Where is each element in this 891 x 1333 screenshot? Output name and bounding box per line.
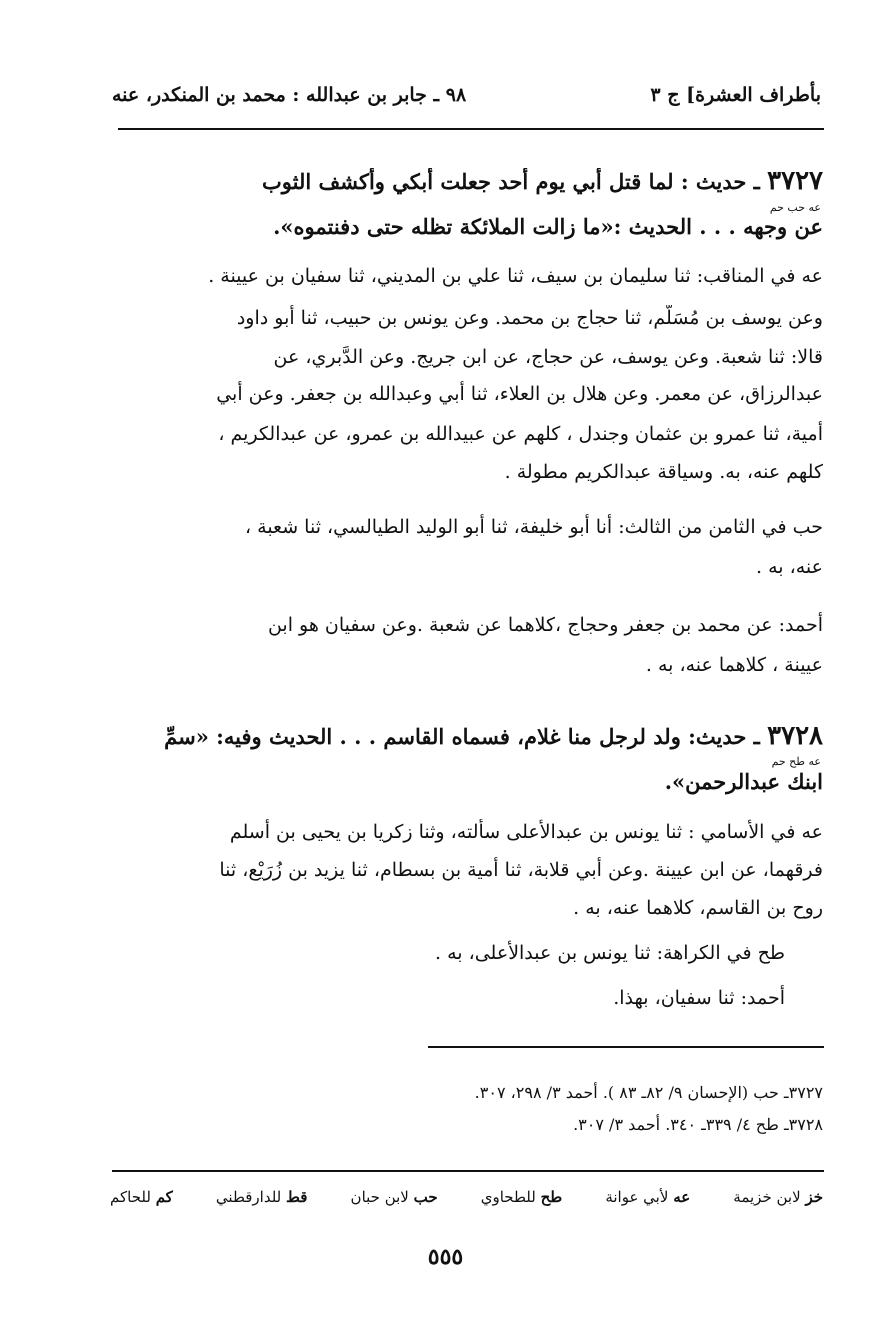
abbreviation-name: لابن خزيمة	[733, 1188, 801, 1206]
text-line: أمية، ثنا عمرو بن عثمان وجندل ، كلهم عن عبيدالله بن عمرو، عن عبدالكريم ،	[218, 423, 823, 445]
text-line: فرقهما، عن ابن عيينة .وعن أبي قلابة، ثنا أمية بن بسطام، ثنا يزيد بن زُرَيْع، ثنا	[219, 859, 823, 881]
running-head-title: بأطراف العشرة] ج ٣	[650, 84, 821, 106]
abbreviation-item	[733, 1188, 823, 1206]
text-line: وعن يوسف بن مُسَلَّم، ثنا حجاج بن محمد. وعن يونس بن حبيب، ثنا أبو داود	[236, 307, 823, 329]
text-line: عه في الأسامي : ثنا يونس بن عبدالأعلى سألته، وثنا زكريا بن يحيى بن أسلم	[229, 821, 823, 843]
abbreviation-code: قط	[286, 1188, 308, 1206]
text-line: حب في الثامن من الثالث: أنا أبو خليفة، ثنا أبو الوليد الطيالسي، ثنا شعبة ،	[244, 516, 823, 538]
running-head-section: ٩٨ ـ جابر بن عبدالله : محمد بن المنكدر، عنه	[112, 84, 467, 106]
footnote: ٣٧٢٧ـ حب (الإحسان ٩/ ٨٢ـ ٨٣ ). أحمد ٣/ ٢٩٨، ٣٠٧.	[474, 1083, 823, 1102]
abbreviation-name: للدارقطني	[215, 1188, 282, 1206]
text-line: عبدالرزاق، عن معمر. وعن هلال بن العلاء، ثنا أبي وعبدالله بن جعفر. وعن أبي	[216, 383, 823, 405]
hadith-title-continuation: عن وجهه . . . الحديث :«ما زالت الملائكة تظله حتى دفنتموه».	[273, 214, 823, 239]
abbreviation-item	[110, 1188, 173, 1206]
abbreviation-code: كم	[155, 1188, 173, 1206]
abbreviation-code: عه	[673, 1188, 691, 1206]
hadith-3728-heading	[113, 723, 823, 750]
abbreviations-legend	[110, 1188, 823, 1206]
footnote-rule	[428, 1046, 824, 1048]
text-line: قالا: ثنا شعبة. وعن يوسف، عن حجاج، عن ابن جريج. وعن الدَّبري، عن	[273, 346, 823, 368]
abbreviation-item	[605, 1188, 690, 1206]
footnote: ٣٧٢٨ـ طح ٤/ ٣٣٩ـ ٣٤٠. أحمد ٣/ ٣٠٧.	[573, 1115, 823, 1134]
hadith-number: ٣٧٢٧	[767, 168, 823, 195]
text-line: طح في الكراهة: ثنا يونس بن عبدالأعلى، به .	[435, 942, 785, 964]
header-rule	[118, 128, 824, 130]
text-line: أحمد: ثنا سفيان، بهذا.	[613, 987, 785, 1009]
text-line: عه في المناقب: ثنا سليمان بن سيف، ثنا علي بن المديني، ثنا سفيان بن عيينة .	[208, 265, 823, 287]
abbreviation-code: طح	[540, 1188, 563, 1206]
hadith-number: ٣٧٢٨	[767, 723, 823, 750]
abbreviation-name: للطحاوي	[480, 1188, 536, 1206]
hadith-title: ـ حديث: ولد لرجل منا غلام، فسماه القاسم . . . الحديث وفيه: «سمِّ	[164, 724, 760, 749]
abbreviation-code: خز	[805, 1188, 823, 1206]
hadith-title-continuation: ابنك عبدالرحمن».	[664, 769, 823, 794]
hadith-3727-heading	[113, 168, 823, 195]
abbreviation-item	[351, 1188, 438, 1206]
abbreviation-name: للحاكم	[110, 1188, 151, 1206]
abbreviation-name: لابن حبان	[350, 1188, 409, 1206]
text-line: عنه، به .	[756, 556, 823, 578]
abbreviation-item	[481, 1188, 562, 1206]
hadith-sigla: عه طح حم	[771, 755, 821, 768]
text-line: أحمد: عن محمد بن جعفر وحجاج ،كلاهما عن شعبة .وعن سفيان هو ابن	[267, 614, 823, 636]
text-line: كلهم عنه، به. وسياقة عبدالكريم مطولة .	[504, 461, 823, 483]
abbreviation-name: لأبي عوانة	[605, 1188, 669, 1206]
text-line: عيينة ، كلاهما عنه، به .	[645, 654, 823, 676]
page-number: ٥٥٥	[427, 1244, 464, 1270]
hadith-title: ـ حديث : لما قتل أبي يوم أحد جعلت أبكي وأكشف الثوب	[262, 169, 760, 194]
abbreviation-item	[216, 1188, 308, 1206]
text-line: روح بن القاسم، كلاهما عنه، به .	[573, 897, 823, 919]
abbreviation-code: حب	[413, 1188, 438, 1206]
hadith-sigla: عه حب حم	[769, 201, 821, 214]
abbreviations-rule	[112, 1170, 824, 1172]
